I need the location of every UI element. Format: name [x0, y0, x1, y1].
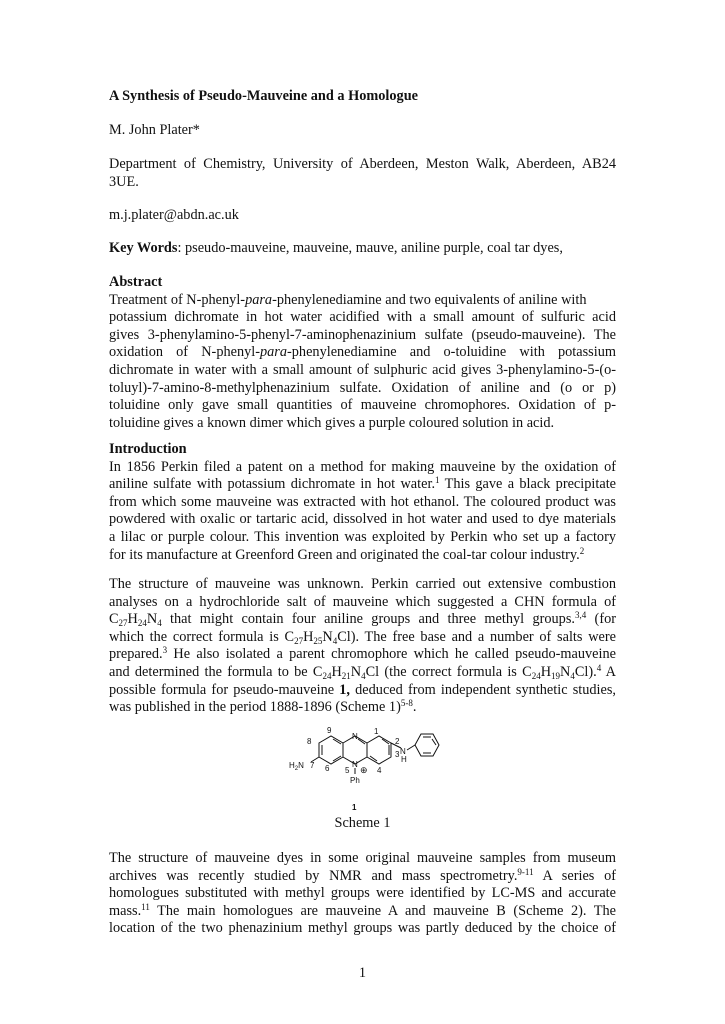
abstract-line: toluidine only gave small quantities of mauveine chromophores. Oxidation of p-: [109, 397, 616, 414]
author-line: M. John Plater*: [109, 122, 200, 138]
ring-position-number: 6: [325, 764, 330, 773]
cation-charge-symbol: ⊕: [360, 765, 368, 775]
text-line: In 1856 Perkin filed a patent on a method for making mauveine by the oxidation of: [109, 458, 616, 475]
text-line: archives was recently studied by NMR and mass spectrometry.$^{9-11}$ A series of: [109, 866, 616, 884]
text-line: powdered with oxalic or tartaric acid, dissolved in hot water and used to dye materials: [109, 511, 616, 528]
affiliation-line: Department of Chemistry, University of Aberdeen, Meston Walk, Aberdeen, AB24: [109, 156, 616, 172]
text-line: from which some mauveine was extracted with hot ethanol. The coloured product was: [109, 493, 616, 510]
keywords-text: : pseudo-mauveine, mauveine, mauve, aniline purple, coal tar dyes,: [177, 240, 563, 256]
abstract-line: toluidine gives a known dimer which gives a purple coloured solution in acid.: [109, 414, 555, 431]
ring-position-number: 2: [395, 737, 400, 746]
abstract-line: gives 3-phenylamino-5-phenyl-7-aminophenazinium sulfate (pseudo-mauveine). The: [109, 326, 616, 343]
page-number: 1: [358, 965, 367, 981]
ring-position-number: 7: [310, 761, 315, 770]
scheme-caption: Scheme 1: [334, 815, 391, 831]
text-line: location of the two phenazinium methyl groups was partly deduced by the choice of: [109, 920, 616, 937]
ring-position-number: 8: [307, 737, 312, 746]
text-line: for its manufacture at Greenford Green and originated the coal-tar colour industry.$^2$: [109, 545, 585, 563]
atom-label: N: [400, 747, 406, 756]
ring-position-number: 3: [395, 750, 400, 759]
atom-label: Ph: [350, 776, 360, 785]
introduction-heading: Introduction: [109, 441, 187, 457]
atom-label: N: [352, 732, 358, 741]
email-address: m.j.plater@abdn.ac.uk: [109, 207, 239, 223]
atom-label: $H_2N$: [289, 761, 304, 772]
atom-label: N: [352, 760, 358, 769]
ring-position-number: 1: [374, 727, 379, 736]
atom-label: H: [401, 755, 407, 764]
text-line: was published in the period 1888-1896 (Scheme 1)$^{5-8}$.: [109, 698, 417, 716]
abstract-line: oxidation of N-phenyl-para-phenylenediamine and o-toluidine with potassium: [109, 344, 616, 361]
text-line: prepared.$^3$ He also isolated a parent chromophore which he called pseudo-mauveine: [109, 645, 616, 663]
text-line: mass.$^{11}$ The main homologues are mauveine A and mauveine B (Scheme 2). The: [109, 901, 616, 919]
affiliation: [109, 156, 616, 191]
introduction-paragraph-3: [109, 850, 616, 938]
abstract-line: dichromate in water with a small amount of sulphuric acid gives 3-phenylamino-5-(o-: [109, 361, 616, 378]
keywords-line: [109, 240, 616, 258]
text-line: The structure of mauveine dyes in some original mauveine samples from museum: [109, 850, 616, 866]
text-line: a lilac or purple colour. This invention was exploited by Perkin who set up a factory: [109, 528, 616, 545]
text-line: which the correct formula is $C_{27}H_{25}N_4Cl$). The free base and a number of salts were: [109, 628, 616, 646]
affiliation-line: 3UE.: [109, 173, 139, 190]
keywords-label: Key Words: [109, 240, 178, 256]
text-line: $C_{27}H_{24}N_4$ that might contain four aniline groups and three methyl groups.$^{3,4}$ (for: [109, 610, 616, 629]
introduction-paragraph-1: [109, 441, 616, 564]
introduction-paragraph-2: [109, 576, 616, 717]
text-line: homologues substituted with methyl groups were identified by LC-MS and accurate: [109, 885, 616, 902]
text-line: possible formula for pseudo-mauveine 1, deduced from independent synthetic studies,: [109, 681, 616, 698]
text-line: The structure of mauveine was unknown. Perkin carried out extensive combustion: [109, 576, 616, 592]
text-line: aniline sulfate with potassium dichromate in hot water.$^1$ This gave a black precipitate: [109, 475, 617, 493]
abstract-heading: Abstract: [109, 274, 163, 290]
abstract-line: Treatment of N-phenyl-para-phenylenediamine and two equivalents of aniline with: [109, 291, 587, 308]
abstract-line: potassium dichromate in hot water acidified with a small amount of sulfuric acid: [109, 309, 616, 326]
abstract-line: toluyl)-7-amino-8-methylphenazinium sulfate. Oxidation of aniline and (o or p): [109, 379, 616, 396]
abstract-section: [109, 274, 616, 432]
ring-position-number: 5: [345, 766, 350, 775]
compound-number: 1: [352, 803, 357, 812]
ring-position-number: 9: [327, 726, 332, 735]
text-line: analyses on a hydrochloride salt of mauveine which suggested a CHN formula of: [109, 593, 616, 610]
paper-title: A Synthesis of Pseudo-Mauveine and a Homologue: [109, 88, 419, 104]
pseudo-mauveine-structure: [285, 726, 445, 816]
ring-position-number: 4: [377, 766, 382, 775]
text-line: and determined the formula to be $C_{24}H_{21}N_4Cl$ (the correct formula is $C_{24}H_{19}N_4Cl).^4$ A: [109, 662, 616, 681]
